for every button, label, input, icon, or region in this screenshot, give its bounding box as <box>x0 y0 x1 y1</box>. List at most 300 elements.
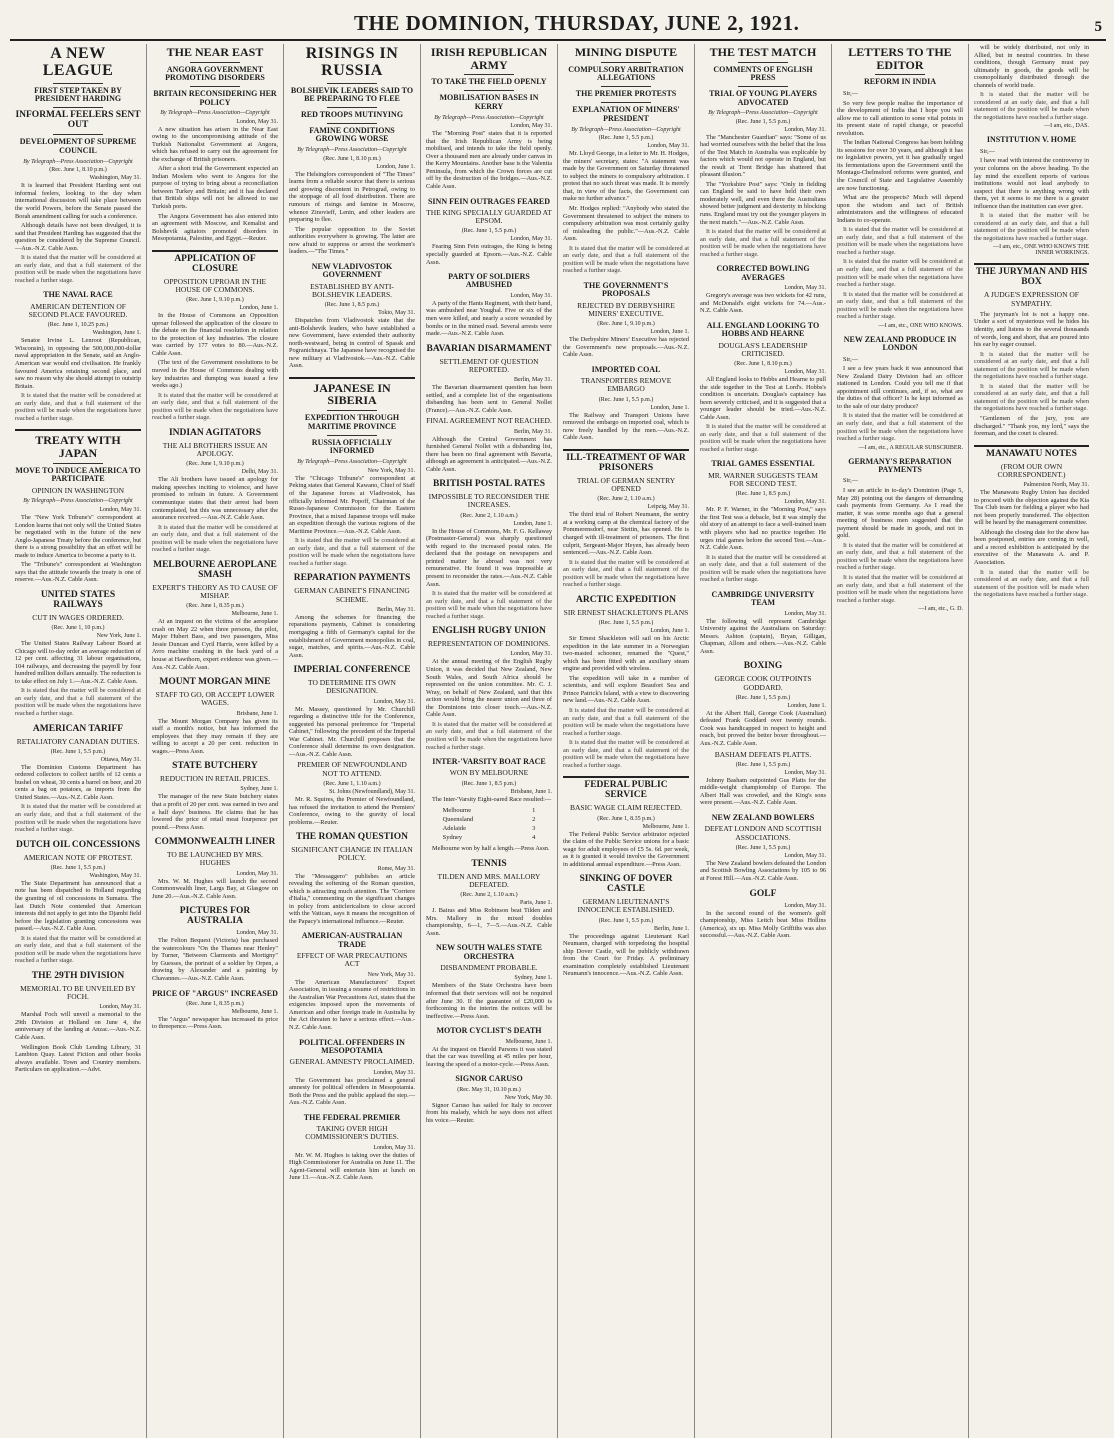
headline: NEW ZEALAND BOWLERS <box>711 813 815 822</box>
table-row <box>441 807 538 814</box>
received-time: (Rec. June 1, 5.5 p.m.) <box>461 228 517 235</box>
paragraph: It is stated that the matter will be considered at an early date, and that a full statement of the position will be made when the negotiations have reached a further stage. <box>152 391 278 422</box>
subheadline: REPRESENTATION OF DOMINIONS. <box>427 639 551 649</box>
paragraph: It is stated that the matter will be considered at an early date, and that a full statement of the position will be made when the negotiations have reached a further stage. <box>15 254 141 284</box>
paragraph: It is stated that the matter will be considered at an early date, and that a full statement of the position will be made when the negotiations have reached a further stage. <box>974 212 1089 242</box>
received-time: (Rec. June 1, 5.5 p.m.) <box>50 748 106 755</box>
received-time: (Rec. June 1, 5.5 p.m.) <box>598 135 654 142</box>
paragraph: The State Department has announced that a note has been dispatched to Holland regarding the granting of oil concessions in Sumatra. The last Dutch Note contended that American interests did not apply to get into the Djambi field before the legislation granting concessions was passed.—Aus.-N.Z. Cable Assn. <box>15 879 141 933</box>
byline: By Telegraph—Press Association—Copyright <box>708 109 818 116</box>
paragraph: Mr. Hodges replied: "Anybody who stated the Government threatened to subject the miners to compulsory arbitration was most certainly guilty of misleading the public."—Aus.-N.Z. Cable Assn. <box>563 205 689 243</box>
column-3 <box>284 44 421 1438</box>
received-time: (Rec. June 1, 9.10 p.m.) <box>186 297 244 304</box>
subheadline: MR. WARNER SUGGESTS TEAM FOR SECOND TEST. <box>708 470 818 489</box>
paragraph: The Mount Morgan Company has given its staff a month's notice, but has informed the employees that they may remain if they are willing to accept a 20 per cent. reduction in wages.—Press Assn. <box>152 717 278 755</box>
dateline: Brisbane, June 1. <box>510 788 552 795</box>
paragraph: The New Zealand bowlers defeated the London and Scottish Bowling Associations by 105 to 96 at Forest Hill.—Aus.-N.Z. Cable Assn. <box>700 859 826 882</box>
subheadline: WON BY MELBOURNE <box>449 768 529 778</box>
headline: SINN FEIN OUTRAGES FEARED <box>427 196 551 206</box>
letter-salutation: Sir,— <box>843 89 858 97</box>
article-roman-question <box>289 833 415 925</box>
received-time: (Rec. June 1, 5.5 p.m.) <box>598 917 654 924</box>
paragraph: It is stated that the matter will be considered at an early date, and that a full statement of the position will be made when the negotiations have reached a further stage. <box>15 803 141 834</box>
article-rugby-union <box>426 627 552 751</box>
dateline: Melbourne, June 1. <box>231 611 278 618</box>
article-motor-cyclist <box>426 1027 552 1068</box>
paragraph: Sir Ernest Shackleton will sail on his Arctic expedition in the late summer in a Norwegian two-masted schooner, renamed the "Quest," which has been fitted with an auxiliary steam engine and provided with wireless. <box>563 635 689 673</box>
paragraph: The "New York Tribune's" correspondent at London learns that not only will the United States be negotiated with in the future of the new Anglo-Japanese Treaty before the conference, but there is a strong possibility that an effort will be made to induce America to become a party to it. <box>15 513 141 559</box>
headline: THE FEDERAL PREMIER <box>303 1112 401 1122</box>
paragraph: Mrs. W. M. Hughes will launch the second Commonwealth liner, Largs Bay, at Glasgow on June 20.—Aus.-N.Z. Cable Assn. <box>152 877 278 900</box>
dateline: Paris, June 1. <box>520 900 552 907</box>
subheadline: REDUCTION IN RETAIL PRICES. <box>160 774 270 784</box>
dateline: New York, May 30. <box>504 1094 552 1101</box>
letter-reparations <box>837 458 963 613</box>
paragraph: The Ali brothers have issued an apology for making speeches inciting to violence, and have promised to refrain in future. A Government communique states that their arrest had been contemplated, but this was unnecessary after the assurance received.—Aus.-N.Z. Cable Assn. <box>152 476 278 522</box>
subheadline: A JUDGE'S EXPRESSION OF SYMPATHY. <box>984 290 1079 308</box>
article-near-east <box>152 46 278 243</box>
article-golf <box>700 890 826 940</box>
dateline: New York, June 1. <box>96 633 141 640</box>
byline: By Telegraph—Press Association—Copyright <box>297 459 407 466</box>
subheadline: RUSSIA OFFICIALLY INFORMED <box>311 437 393 456</box>
dateline: London, May 31. <box>784 852 826 859</box>
received-time: (Rec. June 1, 8.5 p.m.) <box>461 780 517 787</box>
headline: THE NEAR EAST <box>166 45 264 59</box>
dateline: London, May 31. <box>784 769 826 776</box>
dateline: Washington, May 31. <box>89 872 141 879</box>
paragraph: The third trial of Robert Neumann, the sentry at a working camp at the chemical factory of the Pommerensdorf, near Stettin, has opened. He is charged with ill-treatment of prisoners. The first culprit, Sergeant-Major Heyen, has already been sentenced.—Aus.-N.Z. Cable Assn. <box>563 511 689 557</box>
dateline: London, May 31. <box>236 118 278 125</box>
subheadline: BOLSHEVIK LEADERS SAID TO BE PREPARING TO FLEE <box>290 85 414 104</box>
dateline: London, May 31. <box>784 499 826 506</box>
dateline: London, May 31. <box>784 285 826 292</box>
paragraph: Mr. W. M. Hughes is taking over the duties of High Commissioner for Australia on June 11. The Agent-General will entertain him at lunch on June 13.—Aus.-N.Z. Cable Assn. <box>289 1151 415 1182</box>
paragraph: Fearing Sinn Fein outrages, the King is being specially guarded at Epsom.—Aus.-N.Z. Cable Assn. <box>426 243 552 266</box>
paragraph: Gregory's average was two wickets for 42 runs, and McDonald's eight wickets for 74.—Aus.-N.Z. Cable Assn. <box>700 292 826 315</box>
received-time: (Rec. June 1, 8.5 p.m.) <box>735 491 791 498</box>
subheadline: MOVE TO INDUCE AMERICA TO PARTICIPATE <box>15 465 141 484</box>
dateline: London, June 1. <box>376 163 415 170</box>
paragraph: It is stated that the matter will be considered at an early date, and that a full statement of the position will be made when the negotiations have reached a further stage. <box>563 739 689 769</box>
paragraph: will be widely distributed, not only in Allied, but in neutral countries. In these conditions, though Germany must pay ultimately in goods, the goods will be cosmopolitanly distributed through the channels of world trade. <box>974 44 1089 89</box>
subheadline: IMPOSSIBLE TO RECONSIDER THE INCREASES. <box>428 492 550 510</box>
article-tennis <box>426 860 552 938</box>
masthead-title: THE DOMINION, THURSDAY, JUNE 2, 1921. <box>354 11 800 35</box>
article-mount-morgan <box>152 678 278 755</box>
dateline: Washington, June 1. <box>92 330 141 337</box>
paragraph: It is learned that President Harding sent out informal feelers, looking to the day when international discussion will take place between the world Powers, before the Senate passed the Borah amendment calling for such a conference. <box>15 182 141 220</box>
subheadline: EXPLANATION OF MINERS' PRESIDENT <box>572 104 680 123</box>
article-vladivostok <box>289 263 415 370</box>
article-dutch-oil <box>15 841 141 965</box>
headline: CAMBRIDGE UNIVERSITY TEAM <box>711 589 815 608</box>
byline: By Telegraph—Press Association—Copyright <box>297 147 407 154</box>
dateline: London, May 31. <box>373 698 415 705</box>
subheadline: CUT IN WAGES ORDERED. <box>32 612 124 622</box>
headline: SIGNOR CARUSO <box>455 1074 523 1084</box>
dateline: London, June 1. <box>650 329 689 336</box>
column-5 <box>558 44 695 1438</box>
dateline: Ottawa, May 31. <box>100 756 141 763</box>
article-hobbs-hearne <box>700 322 826 454</box>
letter-title: NEW ZEALAND PRODUCE IN LONDON <box>843 334 957 353</box>
dateline: Melbourne, June 1. <box>231 1008 278 1015</box>
paragraph: It is stated that the matter will be considered at an early date, and that a full statement of the position will be made when the negotiations have reached a further stage. <box>837 226 963 256</box>
subheadline: TO TAKE THE FIELD OPENLY <box>431 77 547 87</box>
dateline: Berlin, May 31. <box>514 377 552 384</box>
headline: PICTURES FOR AUSTRALIA <box>179 906 251 927</box>
page-number: 5 <box>1094 19 1102 35</box>
headline: AMERICAN-AUSTRALIAN TRADE <box>301 931 403 949</box>
subheadline: FIRST STEP TAKEN BY PRESIDENT HARDING <box>34 85 122 104</box>
dateline: London, May 31. <box>784 902 826 909</box>
paragraph: Among the schemes for financing the reparations payments, Cabinet is considering mortgaging a fifth of Germany's capital for the establishment of Government monopolies in coal, sugar, matches, and spirits.—Aus.-N.Z. Cable Assn. <box>289 613 415 659</box>
paragraph: The Railway and Transport Unions have removed the embargo on imported coal, which is now freely handled by the men.—Aus.-N.Z. Cable Assn. <box>563 411 689 442</box>
place: 1 <box>532 807 536 815</box>
article-closure <box>152 255 278 422</box>
paragraph: It is stated that the matter will be considered at an early date, and that a full statement of the position will be made when the negotiations have reached a further stage. <box>700 423 826 453</box>
received-time: (Rec. June 1, 8.5 p.m.) <box>324 302 380 309</box>
letter-signature: —I am, etc., A REGULAR SUBSCRIBER. <box>858 444 963 451</box>
column-8 <box>969 44 1094 1438</box>
subheadline: OPPOSITION UPROAR IN THE HOUSE OF COMMONS. <box>163 276 267 294</box>
article-boxing <box>700 662 826 807</box>
received-time: (Rec. June 1, 5.5 p.m.) <box>735 761 791 768</box>
letter-signature: —I am, etc., ONE WHO KNOWS THE INNER WORKINGS. <box>993 244 1089 257</box>
article-federal-public-service <box>563 781 689 868</box>
paragraph: It is stated that the matter will be considered at an early date, and that a full statement of the position will be made when the negotiations have reached a further stage. <box>426 720 552 751</box>
received-time: (Rec. June 1, 5.5 p.m.) <box>735 844 791 851</box>
dateline: London, May 31. <box>510 236 552 243</box>
dateline: Melbourne, June 1. <box>505 1038 552 1045</box>
subheadline: STAFF TO GO, OR ACCEPT LOWER WAGES. <box>155 690 275 708</box>
paragraph: So very few people realise the importance of the development of India that I hope you will allow me to call attention to some vital points in its present state of rapid change, or peaceful revolution. <box>837 99 963 137</box>
dateline: London, May 31. <box>510 651 552 658</box>
article-new-league <box>15 46 141 284</box>
dateline: London, May 31. <box>373 1069 415 1076</box>
article-bavarian-disarmament <box>426 345 552 474</box>
paragraph: Melbourne won by half a length.—Press Assn. <box>432 845 550 853</box>
paragraph: In the second round of the women's golf championship, Miss Leitch beat Miss Hollins (America), six up. Miss Molly Griffiths was also successful.—Aus.-N.Z. Cable Assn. <box>700 909 826 940</box>
section-title: LETTERS TO THE EDITOR <box>848 45 952 72</box>
article-state-butchery <box>152 762 278 831</box>
paragraph: The "Argus" newspaper has increased its price to threepence.—Press Assn. <box>152 1015 278 1031</box>
article-commonwealth-liner <box>152 838 278 900</box>
paragraph: The Indian National Congress has been holding its sessions for over 30 years, and although it has no legislative powers, yet it has gradually urged its fermentations upon the Government until the Montagu-Chelmsford reforms were granted, and the Council of State and Legislative Assembly are now functioning. <box>837 139 963 192</box>
article-bowling-averages <box>700 265 826 314</box>
paragraph: It is stated that the matter will be considered at an early date, and that a full statement of the position will be made when the negotiations have reached a further stage. <box>563 244 689 275</box>
subheadline: MEMORIAL TO BE UNVEILED BY FOCH. <box>20 983 136 1002</box>
headline: THE GOVERNMENT'S PROPOSALS <box>583 280 669 299</box>
headline: UNITED STATES RAILWAYS <box>40 589 116 610</box>
paragraph: The proceedings against Lieutenant Karl Neumann, charged with torpedoing the hospital ship Dover Castle, will be publicly withdrawn from the Court for Friday. A preliminary examination completely established Lieutenant Neumann's innocence.—Aus.-N.Z. Cable Assn. <box>563 932 689 978</box>
dateline: London, June 1. <box>650 404 689 411</box>
paragraph: I see a few years back it was announced that New Zealand Dairy Division had an officer stationed in London. Could you tell me if that appointment still continues, and, if so, what are the duties of that officer? Is he kept informed as to the sale of our dairy produce? <box>837 365 963 410</box>
letters-section <box>837 46 963 329</box>
headline: INTER-'VARSITY BOAT RACE <box>432 757 546 767</box>
columns <box>10 44 1106 1438</box>
paragraph: The Helsingfors correspondent of "The Times" learns from a reliable source that there is serious and growing discontent in Petrograd, owing to the stoppage of all food distribution. There are rumours of risings and famine in Moscow, whence Zinovieff, Lenin, and other leaders are preparing to flee. <box>289 170 415 224</box>
subheadline: THE PREMIER PROTESTS <box>575 89 677 99</box>
paragraph: It is stated that the matter will be considered at an early date, and that a full statement of the position will be made when the negotiations have reached a further stage. <box>700 553 826 584</box>
received-time: (Rec. June 1, 9.10 p.m.) <box>186 461 244 468</box>
paragraph: Although details have not been divulged, it is said that President Harding has suggested that the question be considered by the Supreme Council.—Aus.-N.Z. Cable Assn. <box>15 222 141 252</box>
letter-institution <box>974 136 1089 256</box>
received-time: (Rec. June 1, 8.35 p.m.) <box>186 603 244 610</box>
paragraph: The "Chicago Tribune's" correspondent at Peking states that General Kawano, Chief of Staff of the Japanese forces at Vladivostok, has officially informed Mr. Popoff, Chairman of the Russo-Japanese Commission for the Eastern Province, that a mixed Japanese troops will make an expedition through the various regions of the Maritime Province.—Aus.-N.Z. Cable Assn. <box>289 474 415 535</box>
paragraph: It is stated that the matter will be considered at an early date, and that a full statement of the position will be made when the negotiations have reached a further stage. <box>837 258 963 289</box>
headline: NEW SOUTH WALES STATE ORCHESTRA <box>436 943 542 961</box>
headline: ENGLISH RUGBY UNION <box>432 626 546 637</box>
headline: IMPORTED COAL <box>591 364 661 374</box>
paragraph: Members of the State Orchestra have been informed that their services will not be required after June 30. If the guarantee of £20,000 is forthcoming in the interim the notices will be ineffective.—Press Assn. <box>426 982 552 1020</box>
headline: PARTY OF SOLDIERS AMBUSHED <box>448 272 530 290</box>
article-sinn-fein <box>426 198 552 267</box>
paragraph: It is stated that the matter will be considered at an early date, and that a full statement of the position will be made when the negotiations have reached a further stage. <box>837 290 963 321</box>
headline: THE JURYMAN AND HIS BOX <box>975 267 1088 288</box>
letter-nz-produce <box>837 336 963 451</box>
headline: APPLICATION OF CLOSURE <box>174 253 256 274</box>
paragraph: At an inquest on the victims of the aeroplane crash on May 22 when three persons, the pilot, Major Hubert Bass, and two passengers, Miss Jessie Duncan and Cyril Harris, were killed by a Avro machine crashing in the back yard of a house at Hawthorn, expert evidence was given.—Aus.-N.Z. Cable Assn. <box>152 618 278 671</box>
letter-salutation: Sir,— <box>980 147 995 155</box>
paragraph: The Derbyshire Miners' Executive has rejected the Government's new proposals.—Aus.-N.Z. Cable Assn. <box>563 336 689 359</box>
paragraph: Although the Central Government has furnished General Nollet with a disbanding list, there has been no final agreement with Bavaria, although an agreement is anticipated.—Aus.-N.Z. Cable Assn. <box>426 435 552 473</box>
paragraph: It is stated that the matter will be considered at an early date, and that a full statement of the position will be made when the negotiations have reached a further stage. <box>15 687 141 717</box>
received-time: (Rec. June 1, 10 p.m.) <box>51 625 105 632</box>
letter-signature: —I am, etc., G. D. <box>918 606 963 613</box>
article-american-australian-trade <box>289 932 415 1031</box>
table-row <box>441 825 538 832</box>
subheadline: AMERICAN DETENTION OF SECOND PLACE FAVOURED. <box>28 301 128 320</box>
article-us-railways <box>15 591 141 718</box>
article-reparation-payments <box>289 574 415 659</box>
place: 3 <box>532 825 536 833</box>
headline: PRICE OF "ARGUS" INCREASED <box>152 988 278 998</box>
paragraph: Marshal Foch will unveil a memorial to the 29th Division at Holland on June 4, the anniversary of the landing at Anzac.—Aus.-N.Z. Cable Assn. <box>15 1011 141 1042</box>
article-war-prisoners <box>563 454 689 589</box>
paragraph: The Angora Government has also entered into an agreement with Moscow, and Kemalist and Bolshevik agitators promoted disorders in Mesopotamia, Palestine, and Egypt.—Reuter. <box>152 212 278 243</box>
paragraph: A new situation has arisen in the Near East owing to the uncompromising attitude of the Turkish Nationalist Government at Angora, which has refused to carry out the agreement for the exchange of British prisoners. <box>152 125 278 163</box>
dateline: Delhi, May 31. <box>241 469 278 476</box>
subheadline: DEFEAT LONDON AND SCOTTISH ASSOCIATIONS. <box>704 824 822 842</box>
paragraph: The manager of the new State butchery states that a profit of 20 per cent. was earned in two and a half days' business. He claims that he has lowered the price of retail meat fourpence per pound.—Press Assn. <box>152 793 278 831</box>
headline: BOXING <box>743 661 783 672</box>
received-time: (Rec. June 1, 5.5 p.m.) <box>735 694 791 701</box>
article-caruso <box>426 1075 552 1124</box>
article-mesopotamia <box>289 1039 415 1107</box>
subheadline: FAMINE CONDITIONS GROWING WORSE <box>309 125 395 144</box>
paragraph: The United States Railway Labour Board at Chicago will to-day order an average reduction of 12 per cent. affecting 31 labour organisations, 104 railways, and decreasing the payroll by four hundred million dollars annually. The reduction is to take effect on July 1.—Aus.-N.Z. Cable Assn. <box>15 640 141 685</box>
subheadline: REJECTED BY DERBYSHIRE MINERS' EXECUTIVE. <box>577 300 675 318</box>
column-4 <box>421 44 558 1438</box>
dateline: London, June 1. <box>650 628 689 635</box>
dateline: London, May 31. <box>784 610 826 617</box>
subheadline: TRIAL OF GERMAN SENTRY OPENED <box>576 475 676 494</box>
paragraph: It is stated that the matter will be considered at an early date, and that a full statement of the position will be made when the negotiations have reached a further stage. <box>289 537 415 567</box>
received-time: (Rec. June 1, 8.10 p.m.) <box>323 155 381 162</box>
dateline: London, May 31. <box>99 506 141 513</box>
headline: CORRECTED BOWLING AVERAGES <box>716 264 810 282</box>
column-1 <box>10 44 147 1438</box>
paragraph: The Federal Public Service arbitrator rejected the claim of the Public Service unions for a basic wage for adult employees of £5 5s. 6d. per week, as it is granted it would involve the Government in additional annual expenditure.—Press Assn. <box>563 830 689 868</box>
paragraph: Senator Irvine L. Lenroot (Republican, Wisconsin), in opposing the 500,000,000-dollar naval appropriation in the Senate, said an Anglo-American war would end civilisation. He frankly favoured America retaining second place, and saw no reason why she should attempt to outstrip Britain. <box>15 337 141 390</box>
paragraph: The juryman's lot is not a happy one. Under a sort of mysterious veil he hides his identity, and listens to the several thousands of words, long and short, that are poured into his ear by eager counsel. <box>974 310 1089 349</box>
paragraph: The Inter-'Varsity Eight-oared Race resulted:— <box>432 795 552 803</box>
headline: MOUNT MORGAN MINE <box>159 677 271 688</box>
paragraph: "Gentlemen of the jury, you are discharged." "Thank you, my lord," says the foreman, and the court is cleared. <box>974 414 1089 438</box>
headline: TENNIS <box>471 858 507 869</box>
dateline: London, May 31. <box>784 126 826 133</box>
dateline: Tokio, May 31. <box>378 310 415 317</box>
paragraph: After a short trial the Government expected an Indian Moslem who went to Angora for the purpose of trying to bring about a reconciliation between Turkey and Britain; and it has declared that British ships will not be allowed to use Turkish ports. <box>152 165 278 211</box>
paragraph: It is stated that the matter will be considered at an early date, and that a full statement of the position will be made when the negotiations have reached a further stage. <box>15 392 141 422</box>
race-results-table <box>439 805 540 843</box>
headline: NEW VLADIVOSTOK GOVERNMENT <box>311 261 393 280</box>
subheadline: COMPULSORY ARBITRATION ALLEGATIONS <box>568 64 684 83</box>
headline: TREATY WITH JAPAN <box>35 433 121 460</box>
subheadline: EXPEDITION THROUGH MARITIME PROVINCE <box>304 413 400 431</box>
subheadline: AMERICAN NOTE OF PROTEST. <box>23 852 133 862</box>
subheadline: THE ALI BROTHERS ISSUE AN APOLOGY. <box>162 440 268 459</box>
subheadline: GERMAN CABINET'S FINANCING SCHEME. <box>294 586 410 604</box>
article-federal-premier <box>289 1114 415 1182</box>
paragraph: At the Albert Hall, George Cook (Australian) defeated Frank Goddard over twenty rounds. Cook was handicapped in respect to height and reach, but proved the better boxer throughout.—Aus.-N.Z. Cable Assn. <box>700 709 826 748</box>
byline: By Telegraph—Press Association—Copyright <box>23 498 133 505</box>
paragraph: Mr. R. Squires, the Premier of Newfoundland, has refused the invitation to attend the Premiers' Conference, owing to the gravity of local problems.—Reuter. <box>289 795 415 826</box>
headline: BRITISH POSTAL RATES <box>432 479 546 490</box>
letter-title: GERMANY'S REPARATION PAYMENTS <box>848 456 952 475</box>
paragraph: The American Manufacturers' Export Association, in issuing a resume of restrictions in the Australian War Precautions Act, states that the exigencies imposed upon the movements of American and other foreign trade in Australia by the Act threaten to have a serious effect.—Aus.-N.Z. Cable Assn. <box>289 978 415 1032</box>
paragraph: Johnny Basham outpointed Gus Platts for the middle-weight championship of Europe. The Albert Hall was crowded, and the King's sons were present.—Aus.-N.Z. Cable Assn. <box>700 776 826 807</box>
team-name: Sydney <box>442 834 463 842</box>
subheadline: EXPERT'S THEORY AS TO CAUSE OF MISHAP. <box>152 582 278 600</box>
dateline: Palmerston North, May 31. <box>1023 482 1089 489</box>
paragraph: The "Yorkshire Post" says: "Only in fielding can England be said to have held their own moderately well, and even there the Australians showed better judgment and dexterity in blocking runs. England must try out the younger players in the next match."—Aus.-N.Z. Cable Assn. <box>700 180 826 226</box>
received-time: (Rec. June 1, 8.10 p.m.) <box>49 167 107 174</box>
received-time: (Rec. June 1, 1.10 a.m.) <box>323 780 381 787</box>
paragraph: The popular opposition to the Soviet authorities everywhere is growing. The latter are now afraid to suppress or arrest the workmen's leaders.—"The Times." <box>289 225 415 256</box>
letter-continued <box>974 44 1089 129</box>
article-cambridge-team <box>700 591 826 656</box>
paragraph: The "Tribune's" correspondent at Washington says that the attitude towards the treaty is one of reserve.—Aus.-N.Z. Cable Assn. <box>15 561 141 584</box>
dateline: Sydney, June 1. <box>514 975 552 982</box>
column-7 <box>832 44 969 1438</box>
article-nsw-orchestra <box>426 944 552 1020</box>
dateline: London, May 31. <box>510 123 552 130</box>
headline: GOLF <box>749 888 777 899</box>
received-time: (Rec. June 1, 8.10 p.m.) <box>734 361 792 368</box>
subheadline: INFORMAL FEELERS SENT OUT <box>15 110 141 131</box>
subheadline: TRANSPORTERS REMOVE EMBARGO <box>580 376 672 394</box>
subheadline: DISBANDMENT PROBABLE. <box>440 963 538 973</box>
byline: By Telegraph—Press Association—Copyright <box>23 158 133 165</box>
article-soldiers-ambushed <box>426 273 552 338</box>
paragraph: The Felton Bequest (Victoria) has purchased the watercolours "On the Thames near Henley" by Turner, "Between Clarmonts and Mortigny" by Guesses, the portrait of a soldier by Orpen, a drawing by Alexander and a painting by Chavannes.—Aus.-N.Z. Cable Assn. <box>152 937 278 982</box>
dateline: Berlin, May 31. <box>514 428 552 435</box>
headline: STATE BUTCHERY <box>172 761 258 772</box>
subheadline: BASIC WAGE CLAIM REJECTED. <box>570 803 682 813</box>
headline: ALL ENGLAND LOOKING TO HOBBS AND HEARNE <box>706 320 820 339</box>
received-time: (Rec. May 31, 10.10 p.m.) <box>457 1086 521 1093</box>
paragraph: Signor Caruso has sailed for Italy to recover from his malady, which he says does not affect his voice.—Reuter. <box>426 1101 552 1124</box>
received-time: (Rec. June 2, 1.10 a.m.) <box>460 892 518 899</box>
table-row <box>441 834 538 841</box>
article-japanese-siberia <box>289 382 415 568</box>
headline: INDIAN AGITATORS <box>168 427 262 438</box>
article-juryman <box>974 268 1089 437</box>
subheadline: SIGNIFICANT CHANGE IN ITALIAN POLICY. <box>291 845 413 863</box>
article-mining-dispute <box>563 46 689 275</box>
headline: FEDERAL PUBLIC SERVICE <box>584 780 668 801</box>
paragraph: It is stated that the matter will be considered at an early date, and that a full statement of the position will be made when the negotiations have reached a further stage. <box>837 573 963 604</box>
dateline: London, May 31. <box>784 369 826 376</box>
letter-signature: —I am, etc., DAS. <box>1044 123 1089 130</box>
headline: COMMONWEALTH LINER <box>154 837 276 848</box>
received-time: (Rec. June 1, 10.25 p.m.) <box>47 322 109 329</box>
received-time: (Rec. June 1, 5.5 p.m.) <box>735 118 791 125</box>
article-postal-rates <box>426 480 552 620</box>
headline: TRIAL GAMES ESSENTIAL <box>711 459 815 469</box>
paragraph: The "Messaggero" publishes an article revealing the softening of the Roman question, which is attracting much attention. The "Corriere d'Italia," commenting on the significant changes in policy from anticlericalism to close accord with the Vatican, says it means the recognition of the Papacy's international influence.—Reuter. <box>289 872 415 925</box>
headline: RISINGS IN RUSSIA <box>305 45 399 79</box>
article-trial-games <box>700 460 826 583</box>
paragraph: It is stated that the matter will be considered at an early date, and that a full statement of the position will be made when the negotiations have reached a further stage. <box>563 558 689 589</box>
article-imported-coal <box>563 366 689 442</box>
headline: DUTCH OIL CONCESSIONS <box>15 839 141 850</box>
paragraph: The "Morning Post" states that it is reported that the Irish Republican Army is being mobilised, and intends to take the field openly. Over a thousand men are already under canvas in the Kerry Mountains. Another base is the Valentia Peninsula, from which the Crown forces are cut off by the destruction of the bridges.—Aus.-N.Z. Cable Assn. <box>426 130 552 190</box>
article-imperial-conference <box>289 666 415 826</box>
dateline: New York, May 31. <box>367 467 415 474</box>
received-time: (Rec. June 1, 5.5 p.m.) <box>50 864 106 871</box>
subheadline: OPINION IN WASHINGTON <box>31 486 125 496</box>
subheadline: TO DETERMINE ITS OWN DESIGNATION. <box>308 678 396 696</box>
dateline: Berlin, June 1. <box>654 925 689 932</box>
paragraph: It is stated that the matter will be considered at an early date, and that a full statement of the position will be made when the negotiations have reached a further stage. <box>426 590 552 620</box>
subheadline: FINAL AGREEMENT NOT REACHED. <box>426 416 552 426</box>
paragraph: It is stated that the matter will be considered at an early date, and that a full statement of the position will be made when the negotiations have reached a further stage. <box>974 350 1089 381</box>
paragraph: Dispatches from Vladivostok state that the anti-Bolshevik leaders, who have established a new Government, have extended their authority north-westward, being in control of Spassk and Pogranichnaya. The Japanese have recognised the new military at Vladivostok.—Aus.-N.Z. Cable Assn. <box>289 317 415 370</box>
paragraph: J. Bairas and Miss Robinson beat Tilden and Mrs. Mallory in the mixed doubles championship, 6—1, 7—5.—Aus.-N.Z. Cable Assn. <box>426 907 552 937</box>
place: 4 <box>532 834 536 842</box>
paragraph: In the House of Commons an Opposition uproar followed the application of the closure to the debate on the financial resolution in relation to the protection of key industries. The closure was carried by 177 votes to 80.—Aus.-N.Z. Cable Assn. <box>152 312 278 357</box>
paragraph: All England looks to Hobbs and Hearne to pull the side together in the Test at Lord's. Hobbs's condition is uncertain. Douglas's captaincy has been severely criticised, and it is suggested that a younger leader should be tried.—Aus.-N.Z. Cable Assn. <box>700 376 826 421</box>
paragraph: The Dominion Customs Department has ordered collectors to collect tariffs of 12 cents a bushel on wheat, 30 cents a barrel on beer, and 20 cents a bag on potatoes, as imports from the United States.—Aus.-N.Z. Cable Assn. <box>15 763 141 801</box>
dateline: Brisbane, June 1. <box>236 710 278 717</box>
dateline: Melbourne, June 1. <box>642 823 689 830</box>
dateline: Rome, May 31. <box>377 865 415 872</box>
subheadline: BRITAIN RECONSIDERING HER POLICY <box>153 89 277 107</box>
received-time: (Rec. June 2, 1.10 a.m.) <box>460 512 518 519</box>
letter-signature: —I am, etc., ONE WHO KNOWS. <box>878 322 963 329</box>
paragraph: (The text of the Government resolutions to be moved in the House of Commons dealing with key industries and dumping was issued a few weeks ago.) <box>152 359 278 390</box>
subheadline: DEVELOPMENT OF SUPREME COUNCIL <box>19 137 137 155</box>
letter-title: INSTITUTION V. HOME <box>986 135 1077 145</box>
paragraph: It is stated that the matter will be considered at an early date, and that a full statement of the position will be made when the negotiations have reached a further stage. <box>837 541 963 572</box>
headline: POLITICAL OFFENDERS IN MESOPOTAMIA <box>299 1037 405 1055</box>
article-pictures-australia <box>152 907 278 982</box>
subheadline: TAKING OVER HIGH COMMISSIONER'S DUTIES. <box>305 1124 399 1142</box>
paragraph: The following will represent Cambridge University against the Australians on Saturday: Messrs. Ashton (captain), Bryan, Gilligan, Chapman, Allom and others.—Aus.-N.Z. Cable Assn. <box>700 617 826 655</box>
headline: AMERICAN TARIFF <box>32 723 124 734</box>
article-treaty-japan <box>15 434 141 584</box>
paragraph: What are the prospects? Much will depend upon the wisdom and tact of British administrators and the willingness of educated Indians to co-operate. <box>837 194 963 224</box>
article-manawatu <box>974 450 1089 599</box>
subheadline: EFFECT OF WAR PRECAUTIONS ACT <box>296 951 408 969</box>
article-irish-army <box>426 46 552 191</box>
headline: ARCTIC EXPEDITION <box>575 594 677 605</box>
dateline: London, June 1. <box>239 305 278 312</box>
